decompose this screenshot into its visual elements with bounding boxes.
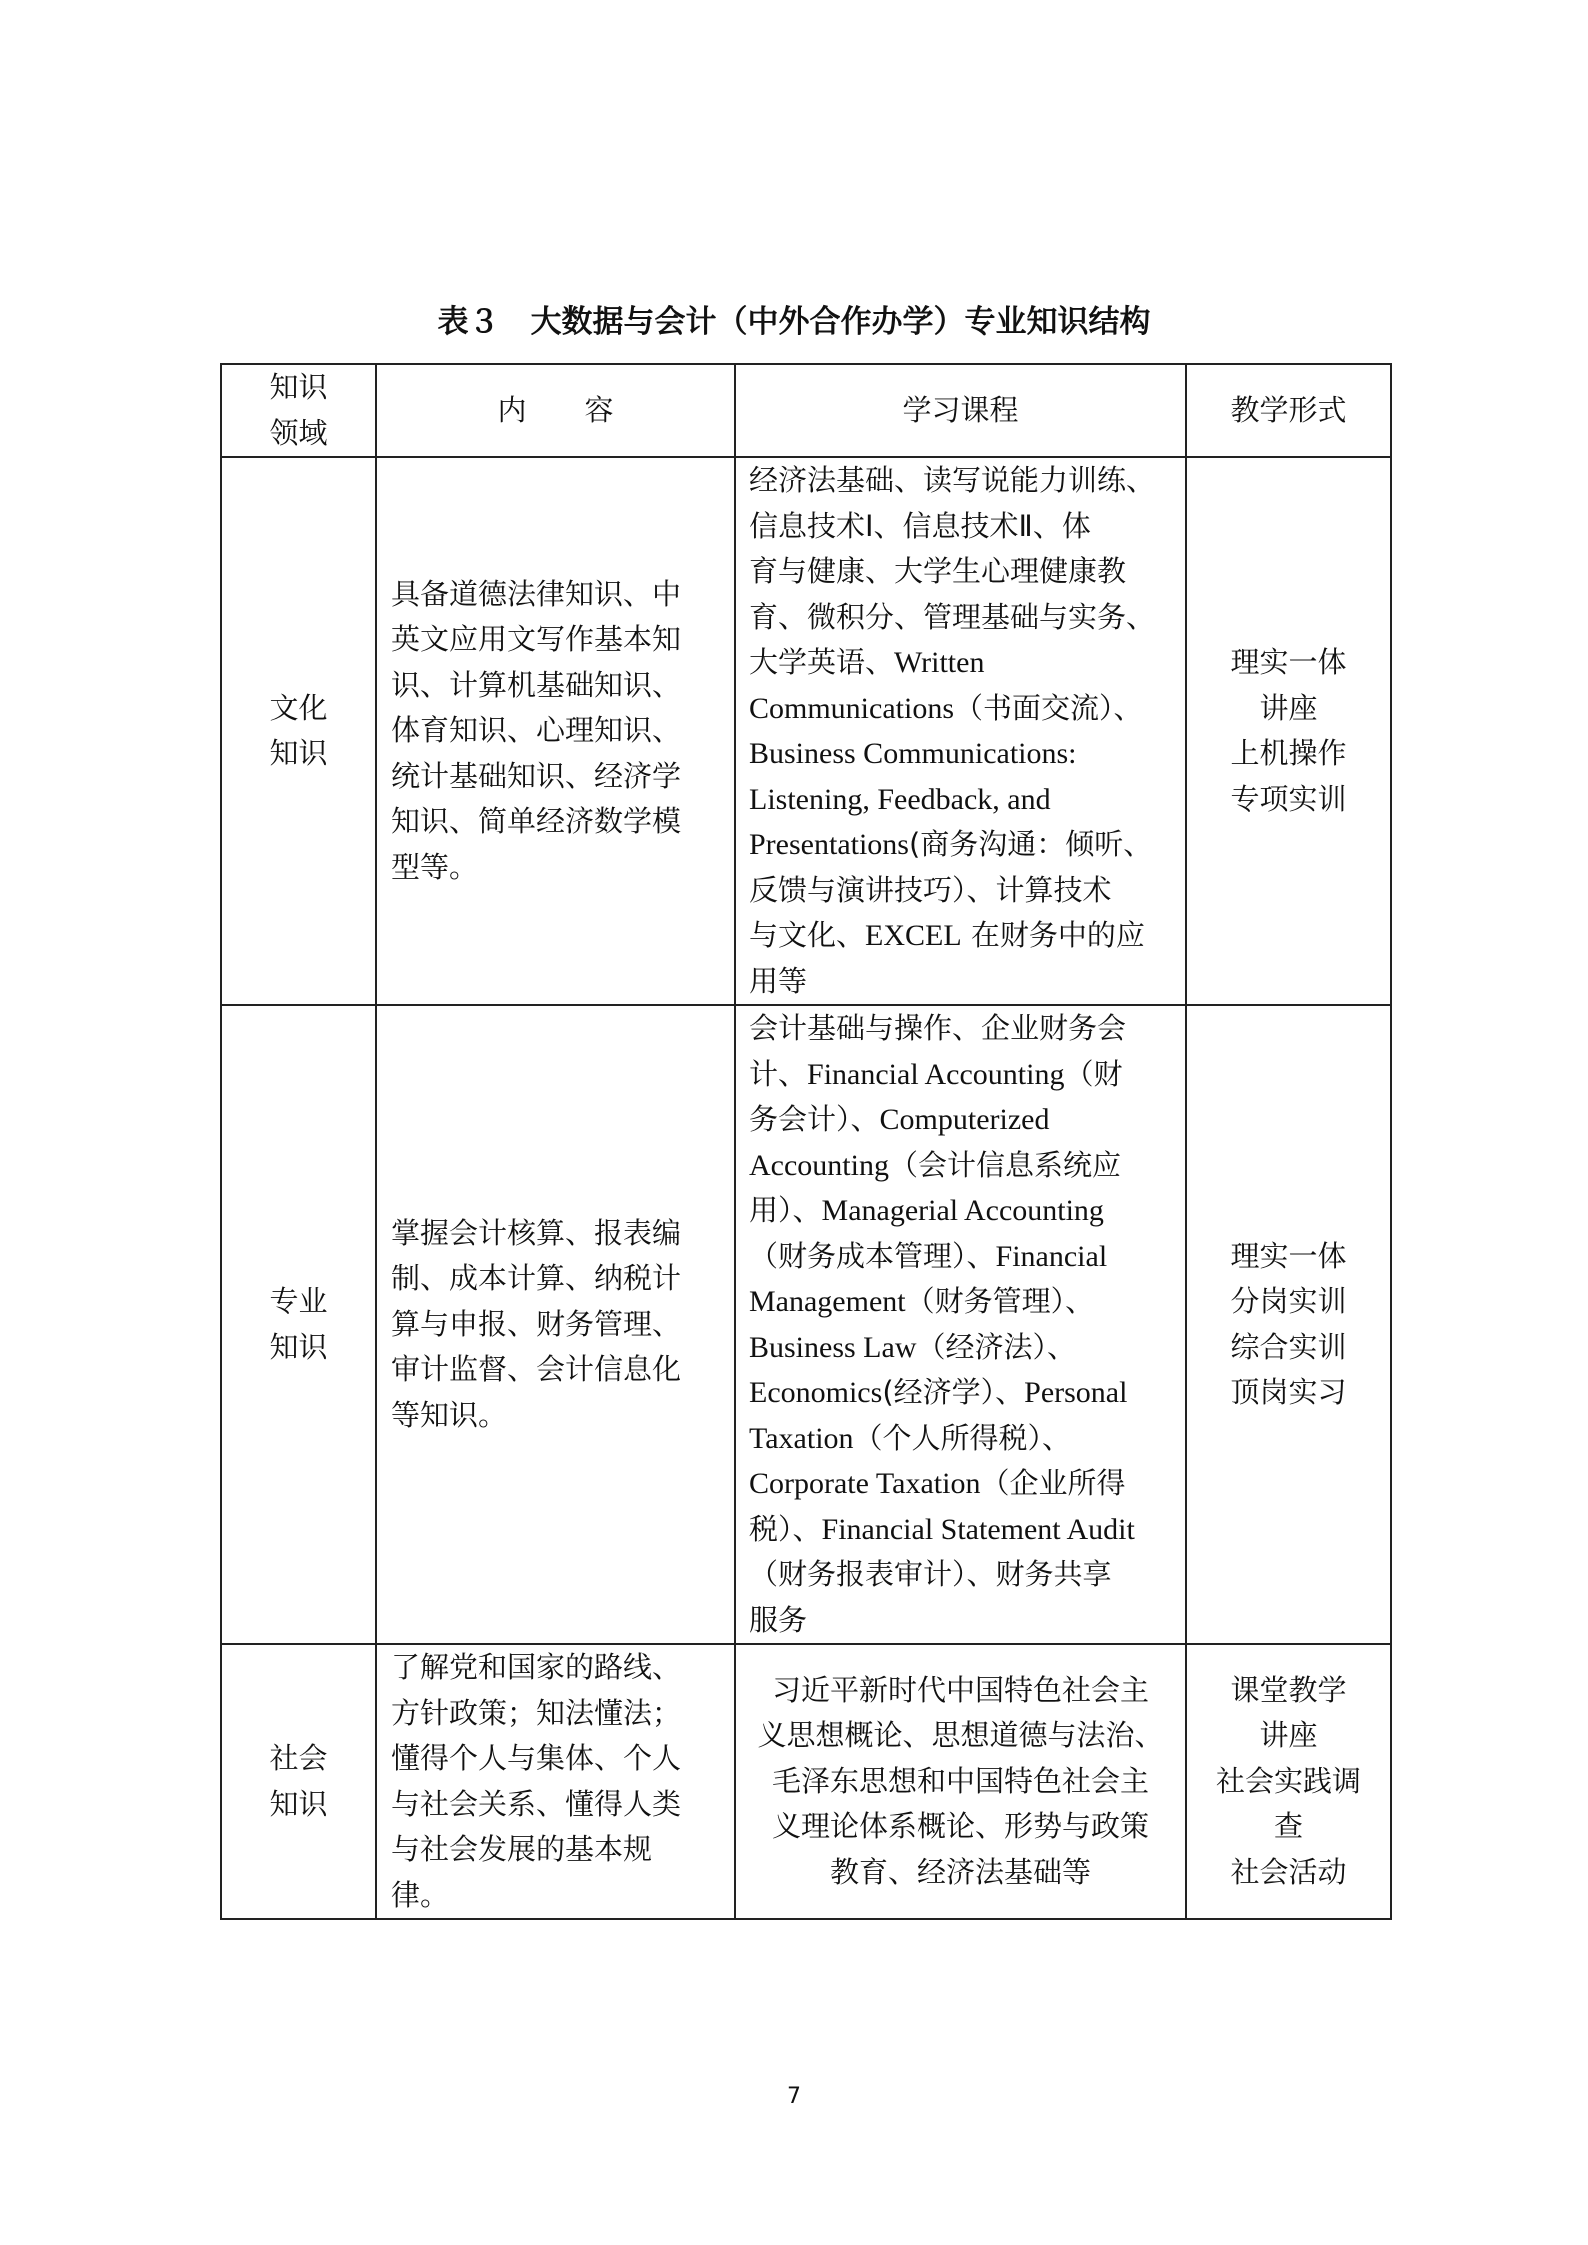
teaching-form-line: 社会实践调 <box>1215 1763 1361 1798</box>
content-cell <box>376 1005 735 1644</box>
area-line: 知识 <box>269 736 328 770</box>
course-line: Business Law（经济法）、 <box>749 1329 1077 1364</box>
teaching-form-line: 专项实训 <box>1230 781 1347 816</box>
course-line: Economics(经济学）、Personal <box>749 1375 1128 1409</box>
course-line: Presentations(商务沟通：倾听、 <box>749 827 1153 861</box>
content-cell <box>376 1644 735 1919</box>
course-line: 义思想概论、思想道德与法治、 <box>757 1718 1164 1753</box>
english-course-name: Economics <box>749 1376 883 1409</box>
course-line: （财务成本管理）、Financial <box>749 1238 1108 1273</box>
course-line: Accounting（会计信息系统应 <box>749 1147 1121 1182</box>
english-course-name: EXCEL <box>865 919 962 952</box>
course-line: （财务报表审计）、财务共享 <box>749 1557 1112 1591</box>
area-line: 知识 <box>269 1786 328 1821</box>
table-header-row <box>221 364 1391 457</box>
english-course-name: Written <box>894 646 985 679</box>
content-cell <box>376 457 735 1005</box>
english-course-name: Financial Accounting <box>807 1057 1065 1091</box>
content-line: 方针政策；知法懂法； <box>391 1695 682 1730</box>
header-area-line: 知识 <box>269 370 328 404</box>
english-course-name: Managerial Accounting <box>821 1194 1104 1227</box>
course-line: 毛泽东思想和中国特色社会主 <box>771 1763 1149 1798</box>
content-line: 英文应用文写作基本知 <box>391 622 682 657</box>
course-line: 教育、经济法基础等 <box>829 1854 1091 1889</box>
teaching-form-line: 讲座 <box>1259 1718 1318 1753</box>
content-line: 体育知识、心理知识、 <box>391 713 682 748</box>
page-number: 7 <box>787 2084 801 2109</box>
content-line: 具备道德法律知识、中 <box>391 576 682 611</box>
course-line: Management（财务管理）、 <box>749 1284 1095 1318</box>
teaching-form-line: 讲座 <box>1259 690 1318 725</box>
teaching-form-line: 顶岗实习 <box>1230 1375 1347 1409</box>
content-line: 律。 <box>391 1877 450 1912</box>
area-line: 专业 <box>269 1284 328 1318</box>
content-line: 懂得个人与集体、个人 <box>391 1741 682 1775</box>
header-knowledge-area <box>221 364 376 457</box>
header-content-label: 内 容 <box>497 392 614 427</box>
course-line: 反馈与演讲技巧）、计算技术 <box>749 872 1112 907</box>
header-content <box>376 364 735 457</box>
teaching-form-line: 查 <box>1273 1809 1303 1844</box>
course-line: 计、Financial Accounting（财 <box>749 1056 1123 1091</box>
english-course-name: Financial Statement Audit <box>821 1512 1135 1546</box>
english-course-name: Corporate Taxation <box>749 1467 981 1500</box>
content-line: 识、计算机基础知识、 <box>391 667 682 702</box>
content-line: 型等。 <box>391 849 479 884</box>
header-forms-label: 教学形式 <box>1230 392 1347 427</box>
teaching-forms-cell <box>1186 457 1391 1005</box>
header-courses <box>735 364 1186 457</box>
knowledge-area-cell <box>221 1005 376 1644</box>
content-line: 知识、简单经济数学模 <box>391 804 682 839</box>
course-line: 用）、Managerial Accounting <box>749 1193 1104 1227</box>
knowledge-area-cell <box>221 1644 376 1919</box>
course-line: 大学英语、Written <box>749 645 985 679</box>
header-teaching-forms <box>1186 364 1391 457</box>
course-line: 经济法基础、读写说能力训练、 <box>749 463 1156 497</box>
courses-cell <box>735 1644 1186 1919</box>
course-line: 习近平新时代中国特色社会主 <box>771 1672 1149 1707</box>
course-line: 育与健康、大学生心理健康教 <box>749 554 1127 588</box>
table-row <box>221 1644 1391 1919</box>
english-course-name: Listening, Feedback, and <box>749 782 1051 816</box>
table-title: 表３ 大数据与会计（中外合作办学）专业知识结构 <box>437 304 1151 340</box>
course-line <box>749 777 1181 823</box>
course-line: 会计基础与操作、企业财务会 <box>749 1011 1127 1045</box>
content-line: 与社会关系、懂得人类 <box>391 1786 682 1821</box>
table-row <box>221 457 1391 1005</box>
teaching-form-line: 社会活动 <box>1230 1854 1347 1889</box>
teaching-form-line: 课堂教学 <box>1230 1672 1347 1707</box>
course-line: 务会计）、Computerized <box>749 1102 1050 1136</box>
english-course-name: Business Communications: <box>749 737 1077 770</box>
english-course-name: Financial <box>995 1239 1108 1273</box>
content-line: 审计监督、会计信息化 <box>391 1352 682 1387</box>
teaching-form-line: 综合实训 <box>1230 1329 1347 1364</box>
teaching-form-line: 理实一体 <box>1230 1238 1347 1273</box>
english-course-name: Communications <box>749 691 954 725</box>
content-line: 统计基础知识、经济学 <box>391 758 682 793</box>
content-line: 制、成本计算、纳税计 <box>391 1261 682 1296</box>
english-course-name: Personal <box>1024 1376 1128 1409</box>
content-line: 等知识。 <box>391 1397 508 1432</box>
course-line: 服务 <box>749 1602 808 1637</box>
english-course-name: Computerized <box>879 1103 1050 1136</box>
area-line: 社会 <box>269 1741 328 1775</box>
course-line: 与文化、EXCEL 在财务中的应 <box>749 918 1145 952</box>
area-line: 知识 <box>269 1329 328 1364</box>
teaching-form-line: 上机操作 <box>1230 736 1347 770</box>
content-line: 与社会发展的基本规 <box>391 1832 653 1866</box>
header-area-line: 领域 <box>269 415 328 450</box>
course-line: Taxation（个人所得税）、 <box>749 1420 1072 1455</box>
area-line: 文化 <box>269 690 328 725</box>
header-courses-label: 学习课程 <box>902 392 1019 427</box>
course-line: Communications（书面交流）、 <box>749 690 1143 725</box>
table-row <box>221 1005 1391 1644</box>
english-course-name: Management <box>749 1285 906 1318</box>
course-line <box>749 731 1181 777</box>
teaching-form-line: 分岗实训 <box>1230 1284 1347 1318</box>
course-line: 义理论体系概论、形势与政策 <box>771 1809 1149 1844</box>
course-line: 信息技术Ⅰ、信息技术Ⅱ、体 <box>749 508 1091 543</box>
courses-cell <box>735 457 1186 1005</box>
english-course-name: Taxation <box>749 1421 854 1455</box>
course-line: Corporate Taxation（企业所得 <box>749 1466 1126 1500</box>
english-course-name: Presentations <box>749 828 909 861</box>
courses-cell <box>735 1005 1186 1644</box>
teaching-forms-cell <box>1186 1005 1391 1644</box>
teaching-forms-cell <box>1186 1644 1391 1919</box>
course-line: 育、微积分、管理基础与实务、 <box>749 599 1156 634</box>
course-line: 税）、Financial Statement Audit <box>749 1511 1135 1546</box>
knowledge-structure-table <box>220 363 1392 1920</box>
knowledge-area-cell <box>221 457 376 1005</box>
english-course-name: Accounting <box>749 1148 889 1182</box>
content-line: 算与申报、财务管理、 <box>391 1306 682 1341</box>
course-line: 用等 <box>749 963 808 998</box>
content-line: 了解党和国家的路线、 <box>391 1650 682 1684</box>
teaching-form-line: 理实一体 <box>1230 645 1347 679</box>
content-line: 掌握会计核算、报表编 <box>391 1215 682 1250</box>
english-course-name: Business Law <box>749 1330 917 1364</box>
